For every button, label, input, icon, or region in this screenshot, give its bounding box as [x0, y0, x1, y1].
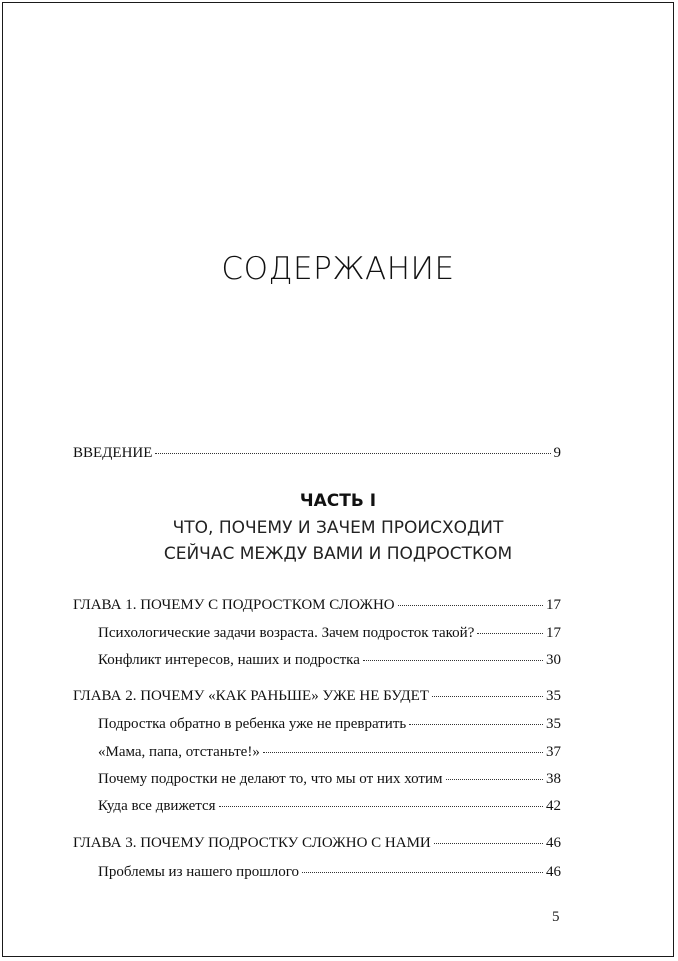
- dot-leader: [446, 779, 544, 780]
- toc-section[interactable]: [98, 652, 561, 669]
- dot-leader: [477, 633, 543, 634]
- toc-entry-label: Конфликт интересов, наших и подростка: [98, 652, 360, 668]
- toc-entry-label: ГЛАВА 1. ПОЧЕМУ С ПОДРОСТКОМ СЛОЖНО: [73, 597, 395, 613]
- toc-entry-page: 38: [546, 771, 561, 787]
- toc-section[interactable]: [98, 716, 561, 733]
- toc-entry-label: Психологические задачи возраста. Зачем подросток такой?: [98, 625, 475, 641]
- toc-section[interactable]: [98, 864, 561, 881]
- toc-entry-label: ГЛАВА 3. ПОЧЕМУ ПОДРОСТКУ СЛОЖНО С НАМИ: [73, 835, 431, 851]
- toc-entry-page: 46: [546, 835, 561, 851]
- toc-entry-page: 37: [546, 744, 561, 760]
- part-subtitle-line-2: СЕЙЧАС МЕЖДУ ВАМИ И ПОДРОСТКОМ: [163, 544, 513, 564]
- toc-entry-page: 9: [553, 445, 561, 461]
- book-page: [2, 2, 674, 957]
- toc-entry-label: Проблемы из нашего прошлого: [98, 864, 300, 880]
- toc-chapter-2[interactable]: [73, 688, 561, 705]
- toc-chapter-3[interactable]: [73, 835, 561, 852]
- toc-entry-page: 30: [546, 652, 561, 668]
- dot-leader: [432, 696, 543, 697]
- toc-section[interactable]: [98, 625, 561, 642]
- toc-section[interactable]: [98, 771, 561, 788]
- toc-entry-page: 35: [546, 688, 561, 704]
- toc-entry-label: Куда все движется: [98, 798, 216, 814]
- dot-leader: [363, 660, 543, 661]
- dot-leader: [398, 605, 543, 606]
- toc-section[interactable]: [98, 744, 561, 761]
- dot-leader: [219, 806, 543, 807]
- toc-section[interactable]: [98, 798, 561, 815]
- part-subtitle-line-1: ЧТО, ПОЧЕМУ И ЗАЧЕМ ПРОИСХОДИТ: [172, 518, 504, 538]
- dot-leader: [409, 724, 543, 725]
- toc-entry-label: Почему подростки не делают то, что мы от них хотим: [98, 771, 443, 787]
- page-title: СОДЕРЖАНИЕ: [221, 251, 455, 287]
- toc-entry-page: 35: [546, 716, 561, 732]
- toc-entry-page: 17: [546, 597, 561, 613]
- part-heading: ЧАСТЬ I: [299, 491, 377, 511]
- toc-chapter-1[interactable]: [73, 597, 561, 614]
- page-number: 5: [552, 909, 560, 925]
- toc-entry-label: ГЛАВА 2. ПОЧЕМУ «КАК РАНЬШЕ» УЖЕ НЕ БУДЕТ: [73, 688, 429, 704]
- toc-entry-label: ВВЕДЕНИЕ: [73, 445, 153, 461]
- toc-entry-page: 42: [546, 798, 561, 814]
- dot-leader: [263, 752, 543, 753]
- toc-entry-label: Подростка обратно в ребенка уже не превратить: [98, 716, 407, 732]
- dot-leader: [155, 453, 550, 454]
- dot-leader: [302, 872, 543, 873]
- dot-leader: [434, 843, 543, 844]
- toc-entry-intro[interactable]: [73, 445, 561, 462]
- toc-entry-label: «Мама, папа, отстаньте!»: [98, 744, 260, 760]
- toc-entry-page: 17: [546, 625, 561, 641]
- toc-entry-page: 46: [546, 864, 561, 880]
